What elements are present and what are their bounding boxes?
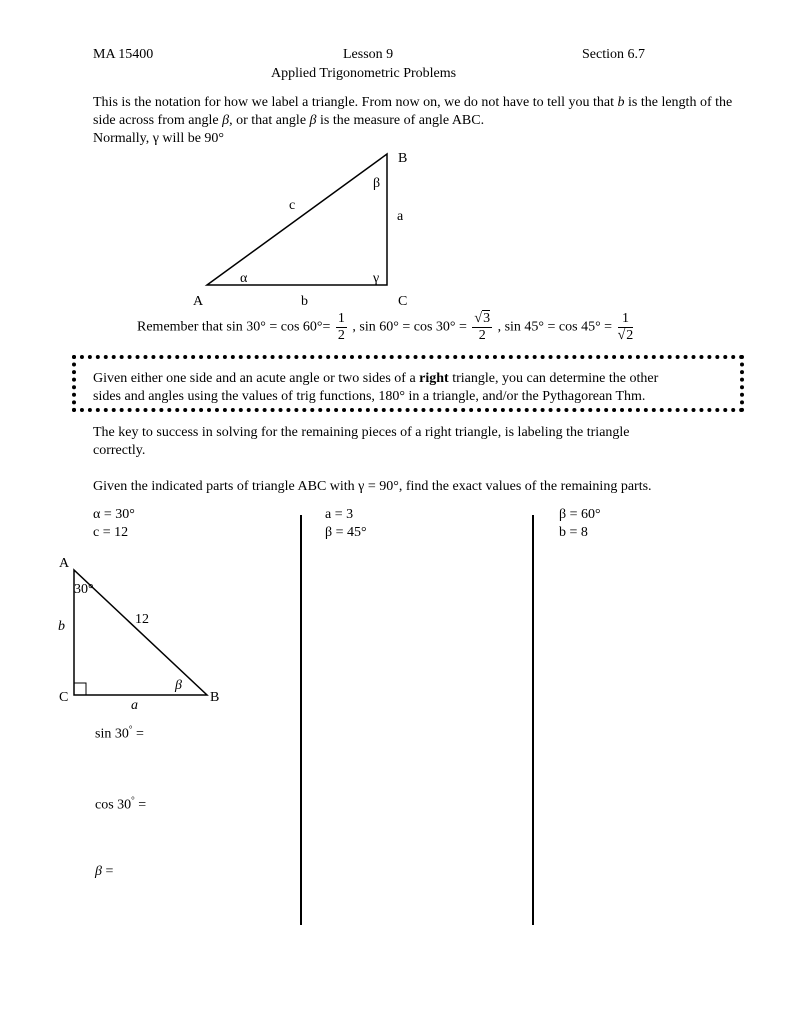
intro-text-1: This is the notation for how we label a triangle. From now on, we do not have to tell you that bbox=[93, 95, 618, 110]
side-c-label: c bbox=[289, 198, 296, 213]
column-divider-1 bbox=[300, 515, 302, 925]
intro-gamma-note: Normally, γ will be 90° bbox=[93, 131, 225, 146]
example-side-b: b bbox=[58, 619, 65, 634]
fraction-denominator: 2 bbox=[478, 328, 486, 343]
intro-var-b: b bbox=[617, 95, 625, 110]
problem-1-given-2: c = 12 bbox=[93, 525, 129, 540]
side-a-label: a bbox=[397, 209, 404, 224]
intro-text-3: , or that angle bbox=[229, 113, 310, 128]
sqrt-icon: √ bbox=[617, 328, 626, 343]
angle-beta-label: β bbox=[373, 176, 381, 191]
lesson-number: Lesson 9 bbox=[343, 47, 394, 62]
fraction-denominator bbox=[618, 328, 634, 344]
example-angle-beta: β bbox=[175, 678, 182, 693]
problem-2-given-1: a = 3 bbox=[325, 507, 354, 522]
problem-3-given-1: β = 60° bbox=[559, 507, 601, 522]
intro-text-2: is the length of the side across from angle bbox=[93, 95, 733, 128]
remember-text-1: Remember that sin 30° = cos 60°= bbox=[137, 319, 331, 335]
key-line-2: correctly. bbox=[93, 443, 146, 458]
vertex-c-label: C bbox=[398, 294, 408, 309]
right-angle-marker bbox=[74, 683, 86, 695]
sin-30-equation bbox=[95, 724, 144, 743]
degree-symbol: ° bbox=[128, 724, 133, 734]
problem-3-given-2: b = 8 bbox=[559, 525, 588, 540]
problem-2-given-2: β = 45° bbox=[325, 525, 367, 540]
example-vertex-c: C bbox=[59, 690, 69, 705]
box-text-3: sides and angles using the values of trig functions, 180° in a triangle, and/or the Pythagorean Thm. bbox=[93, 389, 646, 404]
intro-paragraph bbox=[93, 94, 733, 148]
triangle-outline bbox=[207, 154, 387, 285]
column-divider-2 bbox=[532, 515, 534, 925]
vertex-b-label: B bbox=[398, 151, 408, 166]
key-idea-text bbox=[93, 370, 743, 406]
fraction-numerator: 1 bbox=[337, 311, 345, 326]
fraction-one-over-root2 bbox=[618, 311, 634, 344]
degree-symbol: ° bbox=[131, 795, 135, 805]
box-text-1: Given either one side and an acute angle or two sides of a bbox=[93, 371, 420, 386]
problem-1 bbox=[93, 506, 135, 542]
sqrt-icon: √ bbox=[474, 311, 483, 326]
beta-label: β bbox=[95, 864, 102, 879]
cos-30-equation bbox=[95, 795, 146, 814]
remember-text-3: , sin 45° = cos 45° = bbox=[497, 319, 613, 335]
example-triangle-outline bbox=[74, 570, 207, 695]
fraction-denominator: 2 bbox=[337, 328, 345, 343]
fraction-numerator bbox=[472, 311, 492, 328]
equals-sign: = bbox=[132, 726, 144, 742]
angle-gamma-label: γ bbox=[373, 271, 380, 286]
key-paragraph bbox=[93, 424, 743, 460]
example-vertex-a: A bbox=[59, 556, 70, 571]
angle-alpha-label: α bbox=[240, 271, 248, 286]
box-bold-word: right bbox=[419, 371, 449, 386]
problem-1-given-1: α = 30° bbox=[93, 507, 135, 522]
beta-equation bbox=[95, 864, 113, 880]
equals-sign: = bbox=[101, 864, 114, 879]
problem-2 bbox=[325, 506, 367, 542]
instructions: Given the indicated parts of triangle ABC with γ = 90°, find the exact values of the remaining parts. bbox=[93, 479, 652, 494]
radicand: 3 bbox=[483, 311, 491, 326]
radicand: 2 bbox=[626, 328, 634, 343]
equals-sign: = bbox=[134, 797, 147, 813]
vertex-a-label: A bbox=[193, 294, 204, 309]
example-hyp-12: 12 bbox=[135, 612, 149, 627]
fraction-one-half bbox=[336, 311, 347, 344]
intro-beta-2: β bbox=[309, 113, 317, 128]
course-code: MA 15400 bbox=[93, 47, 154, 62]
page-title: Applied Trigonometric Problems bbox=[271, 66, 457, 81]
remember-line bbox=[137, 311, 635, 344]
fraction-root3-over-2 bbox=[472, 311, 492, 344]
sin-30-label: sin 30 bbox=[95, 726, 129, 742]
fraction-numerator: 1 bbox=[618, 311, 634, 328]
intro-beta-1: β bbox=[222, 113, 230, 128]
example-side-a: a bbox=[131, 698, 138, 713]
box-text-2: triangle, you can determine the other bbox=[448, 371, 659, 386]
example-vertex-b: B bbox=[210, 690, 220, 705]
remember-text-2: , sin 60° = cos 30° = bbox=[352, 319, 467, 335]
key-line-1: The key to success in solving for the remaining pieces of a right triangle, is labeling the triangle bbox=[93, 425, 630, 440]
intro-text-4: is the measure of angle ABC. bbox=[316, 113, 485, 128]
cos-30-label: cos 30 bbox=[95, 797, 132, 813]
problem-3 bbox=[559, 506, 601, 542]
section-number: Section 6.7 bbox=[582, 47, 645, 62]
side-b-label: b bbox=[301, 294, 308, 309]
example-angle-30: 30° bbox=[74, 582, 94, 597]
